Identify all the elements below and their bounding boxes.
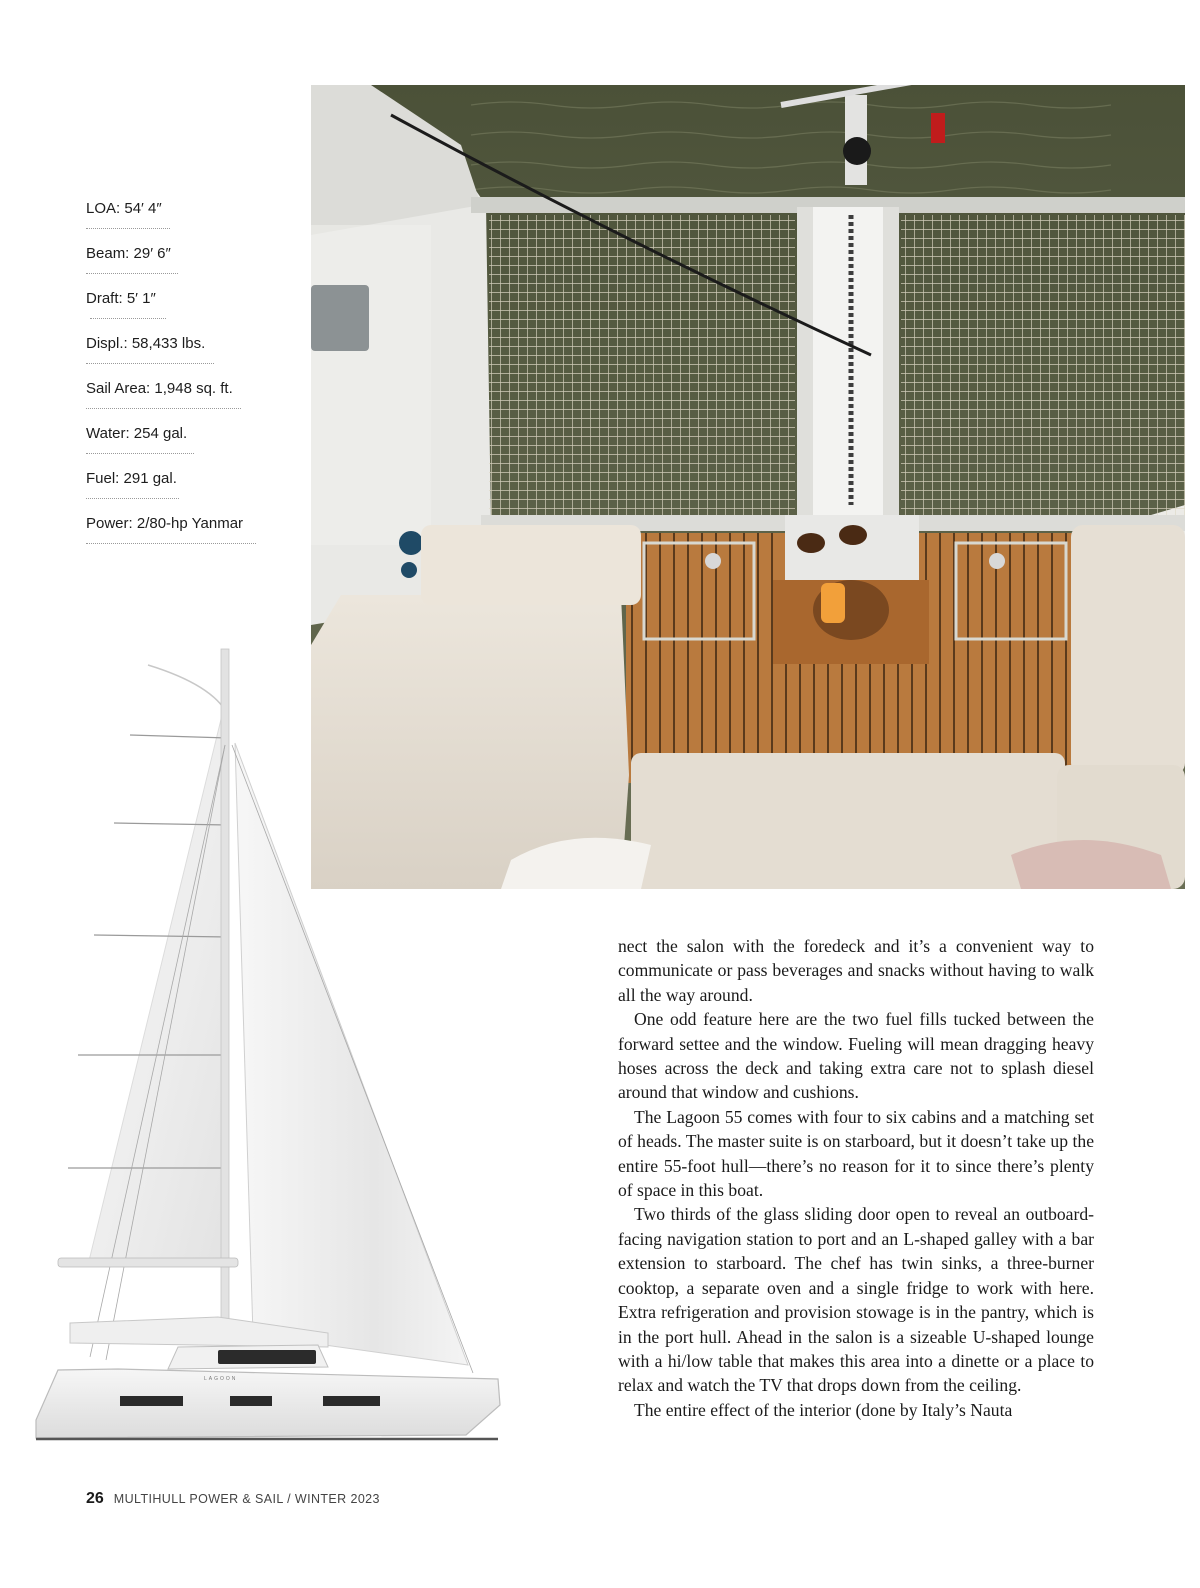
- spec-fuel: Fuel: 291 gal.: [86, 470, 177, 487]
- article-paragraph: The Lagoon 55 comes with four to six cabins and a matching set of heads. The master suite is on starboard, but it doesn’t take up the entire 55-foot hull—there’s no reason for it to since there’s plenty of space in this boat.: [618, 1106, 1094, 1201]
- article-body: [618, 934, 1094, 1422]
- spec-beam: Beam: 29′ 6″: [86, 245, 171, 262]
- spec-item: [86, 376, 316, 421]
- spec-item: [86, 421, 316, 466]
- page-number: 26: [86, 1490, 104, 1507]
- article-paragraph: The entire effect of the interior (done by Italy’s Nauta: [634, 1399, 1013, 1420]
- spec-water: Water: 254 gal.: [86, 425, 188, 442]
- spec-divider: [86, 363, 214, 364]
- spec-divider: [86, 408, 241, 409]
- article-paragraph: One odd feature here are the two fuel fills tucked between the forward settee and the window. Fueling will mean dragging heavy hoses across the deck and taking extra care not to splash diesel around that window and cushions.: [618, 1009, 1094, 1103]
- spec-displacement: Displ.: 58,433 lbs.: [86, 335, 206, 352]
- spec-divider: [86, 498, 179, 499]
- spec-sail-area: Sail Area: 1,948 sq. ft.: [86, 380, 233, 397]
- publication-title: MULTIHULL POWER & SAIL / WINTER 2023: [113, 1492, 380, 1506]
- spec-draft: Draft: 5′ 1″: [86, 290, 156, 307]
- spec-power: Power: 2/80-hp Yanmar: [86, 515, 244, 532]
- page-footer: [86, 1490, 380, 1508]
- spec-item: [86, 331, 316, 376]
- specs-list: [86, 196, 316, 556]
- spec-loa: LOA: 54′ 4″: [86, 200, 162, 217]
- hull-logo-text: LAGOON: [204, 1376, 238, 1382]
- spec-item: [86, 466, 316, 511]
- article-paragraph: Two thirds of the glass sliding door open to reveal an outboard-facing navigation station to port and an L-shaped galley with a bar extension to starboard. The chef has twin sinks, a three-burner cooktop, a separate oven and a single fridge to work with here. Extra refrigeration and provision stowage is in the pantry, which is in the port hull. Ahead in the salon is a sizeable U-shaped lounge with a hi/low table that makes this area into a dinette or a place to relax and watch the TV that drops down from the ceiling.: [618, 1204, 1094, 1396]
- article-paragraph: nect the salon with the foredeck and it’s a convenient way to communicate or pass beverages and snacks without having to walk all the way around.: [618, 936, 1094, 1005]
- spec-item: [86, 241, 316, 286]
- spec-item: [86, 511, 316, 556]
- spec-divider: [86, 273, 178, 274]
- spec-divider: [86, 543, 256, 544]
- spec-divider: [86, 228, 170, 229]
- spec-item: [86, 196, 316, 241]
- spec-divider: [86, 453, 194, 454]
- spec-item: [86, 286, 316, 331]
- sailboat-illustration: [28, 645, 508, 1445]
- spec-divider: [90, 318, 166, 319]
